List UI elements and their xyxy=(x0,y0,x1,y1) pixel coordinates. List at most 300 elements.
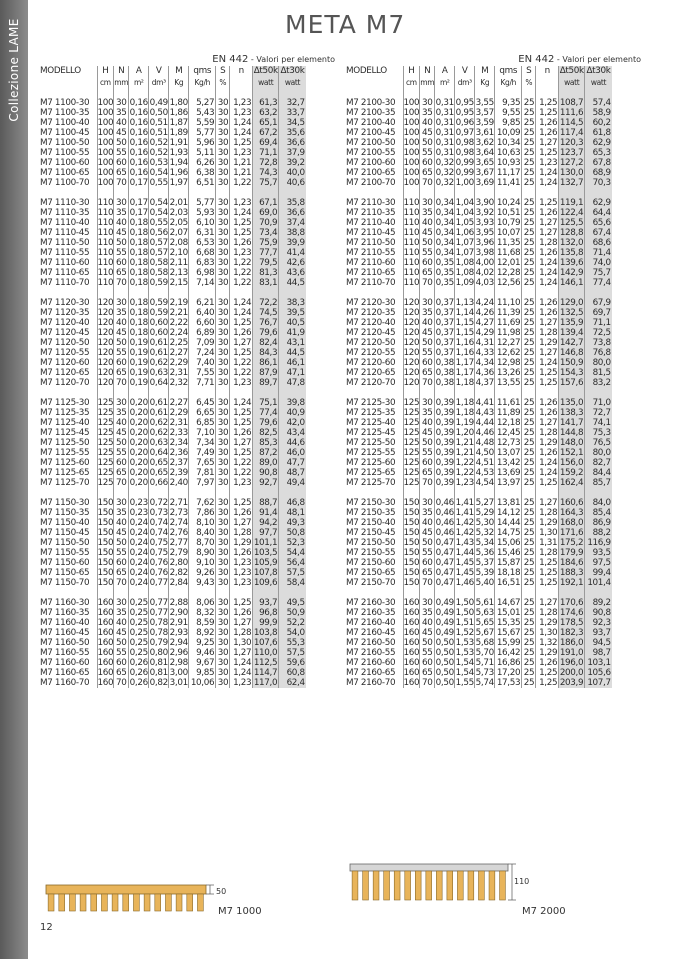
cell-volume: 0,81 xyxy=(149,658,168,668)
radiator-fin xyxy=(352,871,358,900)
table-row xyxy=(40,318,306,328)
cell-fraction: 30 xyxy=(217,398,229,408)
table-row xyxy=(346,248,612,258)
cell-model: M7 2120-70 xyxy=(346,378,396,388)
cell-fraction: 30 xyxy=(217,328,229,338)
radiator-fin xyxy=(447,871,453,900)
cell-output-dt30: 36,6 xyxy=(279,138,306,148)
cell-area: 0,18 xyxy=(129,328,148,338)
cell-height: 120 xyxy=(403,368,420,378)
cell-height: 120 xyxy=(403,358,420,368)
cell-model: M7 2160-70 xyxy=(346,678,396,688)
table-row xyxy=(346,678,612,688)
cell-volume: 0,61 xyxy=(149,408,168,418)
cell-spacing: 55 xyxy=(420,548,435,558)
cell-fraction: 30 xyxy=(217,458,229,468)
cell-area: 0,16 xyxy=(129,158,148,168)
cell-fraction: 30 xyxy=(217,298,229,308)
cell-output-dt30: 40,5 xyxy=(279,318,306,328)
cell-height: 100 xyxy=(403,98,420,108)
cell-area: 0,16 xyxy=(129,108,148,118)
cell-flow: 8,90 xyxy=(189,548,216,558)
table-row xyxy=(346,548,612,558)
cell-area: 0,35 xyxy=(435,258,454,268)
cell-height: 125 xyxy=(97,428,114,438)
cell-output-dt30: 50,8 xyxy=(279,528,306,538)
cell-spacing: 55 xyxy=(114,648,129,658)
cell-area: 0,32 xyxy=(435,178,454,188)
cell-output-dt30: 61,8 xyxy=(585,128,612,138)
table-row xyxy=(40,678,306,688)
cell-flow: 10,63 xyxy=(495,148,522,158)
cell-exponent: 1,23 xyxy=(536,158,559,168)
radiator-fin xyxy=(176,894,182,911)
cell-output-dt50: 175,2 xyxy=(559,538,584,548)
cell-model: M7 1160-50 xyxy=(40,638,90,648)
cell-spacing: 35 xyxy=(420,208,435,218)
cell-output-dt50: 178,5 xyxy=(559,618,584,628)
cell-mass: 2,08 xyxy=(169,238,188,248)
table-row xyxy=(346,558,612,568)
cell-spacing: 65 xyxy=(420,368,435,378)
cell-mass: 4,46 xyxy=(475,428,494,438)
cell-fraction: 30 xyxy=(217,558,229,568)
cell-spacing: 40 xyxy=(114,218,129,228)
cell-fraction: 25 xyxy=(523,308,535,318)
table-row xyxy=(346,348,612,358)
cell-exponent: 1,29 xyxy=(536,438,559,448)
cell-flow: 12,98 xyxy=(495,358,522,368)
cell-exponent: 1,30 xyxy=(536,528,559,538)
cell-flow: 12,28 xyxy=(495,268,522,278)
cell-volume: 1,15 xyxy=(455,318,474,328)
cell-exponent: 1,23 xyxy=(230,98,253,108)
page-number: 12 xyxy=(40,922,53,933)
cell-output-dt50: 61,3 xyxy=(253,98,279,108)
cell-volume: 1,53 xyxy=(455,648,474,658)
radiator-fin xyxy=(415,871,421,900)
cell-spacing: 70 xyxy=(420,678,435,688)
cell-height: 160 xyxy=(403,648,420,658)
cell-volume: 0,55 xyxy=(149,178,168,188)
cell-model: M7 1110-65 xyxy=(40,268,90,278)
table-row xyxy=(346,398,612,408)
cell-volume: 1,50 xyxy=(455,598,474,608)
cell-output-dt50: 142,7 xyxy=(559,338,584,348)
cell-exponent: 1,28 xyxy=(230,528,253,538)
table-row xyxy=(346,598,612,608)
cell-spacing: 45 xyxy=(420,428,435,438)
cell-height: 150 xyxy=(403,578,420,588)
cell-model: M7 1125-70 xyxy=(40,478,90,488)
cell-output-dt50: 81,3 xyxy=(253,268,279,278)
table-row xyxy=(40,328,306,338)
cell-output-dt30: 73,8 xyxy=(585,338,612,348)
cell-fraction: 25 xyxy=(523,218,535,228)
cell-model: M7 1150-55 xyxy=(40,548,90,558)
cell-area: 0,19 xyxy=(129,348,148,358)
cell-output-dt50: 107,6 xyxy=(253,638,278,648)
cell-volume: 0,98 xyxy=(455,148,474,158)
cell-volume: 0,66 xyxy=(149,478,168,488)
cell-output-dt30: 39,2 xyxy=(279,158,306,168)
cell-model: M7 2100-40 xyxy=(346,118,396,128)
cell-fraction: 30 xyxy=(217,318,229,328)
radiator-fin xyxy=(91,894,97,911)
cell-spacing: 60 xyxy=(420,158,435,168)
cell-flow: 6,31 xyxy=(189,228,216,238)
cell-mass: 2,94 xyxy=(169,638,188,648)
cell-output-dt30: 56,4 xyxy=(279,558,306,568)
cell-spacing: 65 xyxy=(420,268,435,278)
table-row xyxy=(346,258,612,268)
cell-output-dt50: 85,3 xyxy=(253,438,279,448)
cell-area: 0,31 xyxy=(435,148,454,158)
cell-mass: 4,36 xyxy=(475,368,494,378)
column-header-spacing: N xyxy=(420,66,435,77)
cell-flow: 8,59 xyxy=(189,618,216,628)
cell-mass: 4,51 xyxy=(475,458,494,468)
cell-model: M7 1110-55 xyxy=(40,248,90,258)
cell-spacing: 65 xyxy=(420,568,435,578)
cell-output-dt30: 84,0 xyxy=(585,498,612,508)
cell-exponent: 1,25 xyxy=(536,678,559,688)
cell-flow: 9,10 xyxy=(189,558,216,568)
cell-fraction: 30 xyxy=(217,598,229,608)
cell-area: 0,47 xyxy=(435,548,454,558)
cell-fraction: 25 xyxy=(523,438,535,448)
table-row xyxy=(40,638,306,648)
cell-area: 0,35 xyxy=(435,278,454,288)
column-header-height: H xyxy=(403,66,420,77)
cell-spacing: 60 xyxy=(114,558,129,568)
cell-output-dt50: 89,0 xyxy=(253,458,279,468)
cell-output-dt50: 191,0 xyxy=(559,648,584,658)
cell-mass: 3,92 xyxy=(475,208,494,218)
cell-output-dt50: 74,3 xyxy=(253,168,279,178)
cell-height: 160 xyxy=(403,658,420,668)
cell-model: M7 1120-60 xyxy=(40,358,90,368)
cell-volume: 1,44 xyxy=(455,548,474,558)
cell-output-dt50: 130,0 xyxy=(559,168,584,178)
cell-fraction: 30 xyxy=(217,98,229,108)
cell-output-dt50: 150,9 xyxy=(559,358,584,368)
cell-mass: 2,98 xyxy=(169,658,188,668)
cell-mass: 2,27 xyxy=(169,348,188,358)
cell-height: 110 xyxy=(403,208,420,218)
cell-exponent: 1,23 xyxy=(230,108,253,118)
cell-output-dt30: 84,4 xyxy=(585,468,612,478)
cell-mass: 4,34 xyxy=(475,358,494,368)
cell-output-dt30: 40,0 xyxy=(279,168,306,178)
cell-height: 120 xyxy=(403,298,420,308)
cell-spacing: 50 xyxy=(420,138,435,148)
cell-output-dt50: 73,4 xyxy=(253,228,279,238)
table-row xyxy=(40,358,306,368)
standard-note xyxy=(212,54,335,65)
radiator-fin xyxy=(384,871,390,900)
cell-volume: 0,54 xyxy=(149,208,168,218)
cell-fraction: 30 xyxy=(217,268,229,278)
cell-area: 0,39 xyxy=(435,418,454,428)
cell-exponent: 1,22 xyxy=(230,358,253,368)
cell-spacing: 30 xyxy=(420,298,435,308)
table-row xyxy=(40,178,306,188)
cell-model: M7 1100-40 xyxy=(40,118,90,128)
cell-fraction: 25 xyxy=(523,668,535,678)
cell-mass: 2,31 xyxy=(169,368,188,378)
cell-spacing: 45 xyxy=(420,528,435,538)
cell-model: M7 2110-55 xyxy=(346,248,396,258)
cell-mass: 5,34 xyxy=(475,538,494,548)
cell-output-dt30: 72,7 xyxy=(585,408,612,418)
cell-fraction: 25 xyxy=(523,158,535,168)
cell-fraction: 30 xyxy=(217,648,229,658)
cell-exponent: 1,28 xyxy=(230,628,253,638)
cell-volume: 0,65 xyxy=(149,468,168,478)
cell-height: 110 xyxy=(97,228,114,238)
cell-area: 0,50 xyxy=(435,678,454,688)
table-row xyxy=(346,638,612,648)
cell-fraction: 30 xyxy=(217,168,229,178)
cell-exponent: 1,24 xyxy=(536,458,559,468)
cell-volume: 0,97 xyxy=(455,128,474,138)
cell-volume: 0,59 xyxy=(149,278,168,288)
cell-output-dt50: 93,7 xyxy=(253,598,279,608)
cell-flow: 11,68 xyxy=(495,248,522,258)
cell-flow: 6,89 xyxy=(189,328,216,338)
cell-volume: 1,50 xyxy=(455,608,474,618)
table-row xyxy=(346,538,612,548)
cell-height: 150 xyxy=(97,508,114,518)
cell-spacing: 60 xyxy=(114,358,129,368)
cell-height: 100 xyxy=(97,168,114,178)
cell-volume: 0,81 xyxy=(149,668,168,678)
cell-exponent: 1,28 xyxy=(536,508,559,518)
cell-fraction: 25 xyxy=(523,178,535,188)
cell-output-dt30: 80,0 xyxy=(585,358,612,368)
cell-exponent: 1,27 xyxy=(536,318,559,328)
cell-spacing: 60 xyxy=(420,258,435,268)
cell-exponent: 1,21 xyxy=(230,158,253,168)
cell-spacing: 40 xyxy=(114,518,129,528)
cell-spacing: 45 xyxy=(114,528,129,538)
cell-model: M7 2160-40 xyxy=(346,618,396,628)
cell-flow: 15,35 xyxy=(495,618,522,628)
cell-spacing: 40 xyxy=(420,118,435,128)
cell-model: M7 2120-45 xyxy=(346,328,396,338)
cell-flow: 11,39 xyxy=(495,308,522,318)
cell-fraction: 30 xyxy=(217,408,229,418)
cell-mass: 3,65 xyxy=(475,158,494,168)
cell-model: M7 1150-30 xyxy=(40,498,90,508)
cell-spacing: 65 xyxy=(420,468,435,478)
sidebar-strip xyxy=(0,0,28,959)
table-row xyxy=(346,418,612,428)
cell-output-dt50: 129,0 xyxy=(559,298,584,308)
cell-fraction: 30 xyxy=(217,478,229,488)
cell-spacing: 65 xyxy=(420,168,435,178)
cell-area: 0,34 xyxy=(435,198,454,208)
cell-exponent: 1,25 xyxy=(536,108,559,118)
cell-spacing: 55 xyxy=(420,148,435,158)
cell-flow: 5,27 xyxy=(189,98,216,108)
cell-exponent: 1,27 xyxy=(230,438,253,448)
cell-exponent: 1,25 xyxy=(230,498,253,508)
cell-mass: 4,50 xyxy=(475,448,494,458)
cell-output-dt50: 67,2 xyxy=(253,128,279,138)
cell-volume: 0,56 xyxy=(149,228,168,238)
cell-flow: 10,51 xyxy=(495,208,522,218)
cell-fraction: 25 xyxy=(523,678,535,688)
cell-volume: 1,04 xyxy=(455,208,474,218)
cell-flow: 9,43 xyxy=(189,578,216,588)
cell-model: M7 2110-50 xyxy=(346,238,396,248)
cell-height: 110 xyxy=(403,258,420,268)
cell-area: 0,25 xyxy=(129,608,148,618)
cell-output-dt50: 77,4 xyxy=(253,408,279,418)
radiator-fin xyxy=(489,871,495,900)
cell-output-dt50: 188,3 xyxy=(559,568,584,578)
cell-flow: 6,65 xyxy=(189,408,216,418)
cell-output-dt30: 105,6 xyxy=(585,668,612,678)
cell-volume: 1,46 xyxy=(455,578,474,588)
cell-output-dt50: 160,6 xyxy=(559,498,584,508)
cell-mass: 2,91 xyxy=(169,618,188,628)
cell-exponent: 1,22 xyxy=(230,178,253,188)
cell-flow: 7,40 xyxy=(189,358,216,368)
cell-exponent: 1,28 xyxy=(536,238,559,248)
column-header-flow: qms xyxy=(495,66,522,77)
cell-output-dt50: 65,1 xyxy=(253,118,279,128)
cell-exponent: 1,26 xyxy=(230,328,253,338)
cell-fraction: 25 xyxy=(523,198,535,208)
cell-spacing: 55 xyxy=(420,448,435,458)
standard-note-text: - Valori per elemento xyxy=(554,55,641,64)
cell-exponent: 1,24 xyxy=(536,358,559,368)
table-row xyxy=(346,628,612,638)
cell-output-dt50: 139,6 xyxy=(559,258,584,268)
cell-output-dt30: 85,4 xyxy=(585,508,612,518)
cell-height: 160 xyxy=(97,668,114,678)
cell-height: 125 xyxy=(403,428,420,438)
cell-output-dt50: 148,0 xyxy=(559,438,584,448)
cell-height: 100 xyxy=(97,118,114,128)
cell-mass: 3,67 xyxy=(475,168,494,178)
cell-spacing: 65 xyxy=(420,668,435,678)
cell-area: 0,32 xyxy=(435,158,454,168)
cell-spacing: 60 xyxy=(420,658,435,668)
cell-area: 0,18 xyxy=(129,318,148,328)
radiator-fin xyxy=(405,871,411,900)
cell-model: M7 1120-35 xyxy=(40,308,90,318)
table-row xyxy=(40,308,306,318)
cell-area: 0,20 xyxy=(129,418,148,428)
cell-spacing: 35 xyxy=(114,308,129,318)
cell-mass: 3,95 xyxy=(475,228,494,238)
table-row xyxy=(40,428,306,438)
cell-height: 110 xyxy=(403,268,420,278)
cell-output-dt30: 52,2 xyxy=(279,618,306,628)
column-unit-volume: dm³ xyxy=(149,77,169,88)
cell-area: 0,37 xyxy=(435,338,454,348)
cell-spacing: 50 xyxy=(420,438,435,448)
cell-mass: 5,29 xyxy=(475,508,494,518)
cell-volume: 0,80 xyxy=(149,648,168,658)
table-row xyxy=(40,448,306,458)
cell-mass: 3,61 xyxy=(475,128,494,138)
cell-spacing: 30 xyxy=(114,598,129,608)
cell-exponent: 1,24 xyxy=(230,118,253,128)
cell-output-dt30: 44,5 xyxy=(279,348,306,358)
cell-output-dt30: 43,4 xyxy=(279,428,306,438)
cell-exponent: 1,27 xyxy=(230,518,253,528)
cell-volume: 1,09 xyxy=(455,278,474,288)
cell-flow: 8,10 xyxy=(189,518,216,528)
cell-flow: 11,10 xyxy=(495,298,522,308)
cell-area: 0,38 xyxy=(435,358,454,368)
column-unit-output-dt50: watt xyxy=(559,77,585,88)
cell-model: M7 2120-40 xyxy=(346,318,396,328)
cell-spacing: 30 xyxy=(114,298,129,308)
cell-fraction: 30 xyxy=(217,238,229,248)
table-row xyxy=(40,378,306,388)
cell-output-dt50: 72,8 xyxy=(253,158,279,168)
table-row xyxy=(40,108,306,118)
cell-model: M7 1120-30 xyxy=(40,298,90,308)
cell-flow: 5,77 xyxy=(189,198,216,208)
table-row xyxy=(346,618,612,628)
cell-output-dt50: 107,8 xyxy=(253,568,278,578)
cell-volume: 0,65 xyxy=(149,458,168,468)
cell-area: 0,49 xyxy=(435,608,454,618)
group-spacer xyxy=(40,588,306,598)
cell-volume: 0,72 xyxy=(149,498,168,508)
cell-mass: 2,01 xyxy=(169,198,188,208)
cell-mass: 4,37 xyxy=(475,378,494,388)
cell-height: 120 xyxy=(97,378,114,388)
table-row xyxy=(346,478,612,488)
cell-height: 100 xyxy=(403,178,420,188)
cell-exponent: 1,29 xyxy=(536,338,559,348)
cell-height: 150 xyxy=(97,548,114,558)
cell-exponent: 1,24 xyxy=(230,658,253,668)
fin-row xyxy=(48,894,203,911)
cell-output-dt30: 57,5 xyxy=(279,568,306,578)
cell-volume: 1,45 xyxy=(455,558,474,568)
column-unit-output-dt30: watt xyxy=(585,77,612,88)
cell-output-dt30: 74,1 xyxy=(585,418,612,428)
cell-fraction: 30 xyxy=(217,228,229,238)
cell-output-dt30: 35,8 xyxy=(279,198,306,208)
cell-model: M7 2125-40 xyxy=(346,418,396,428)
cell-output-dt50: 74,5 xyxy=(253,308,279,318)
cell-height: 110 xyxy=(403,218,420,228)
cell-volume: 0,62 xyxy=(149,428,168,438)
cell-flow: 16,51 xyxy=(495,578,522,588)
cell-fraction: 30 xyxy=(217,448,229,458)
cell-volume: 0,74 xyxy=(149,528,168,538)
cell-exponent: 1,25 xyxy=(230,138,253,148)
cell-volume: 0,51 xyxy=(149,128,168,138)
cell-output-dt50: 184,6 xyxy=(559,558,584,568)
cell-output-dt50: 146,8 xyxy=(559,348,584,358)
header-bar xyxy=(46,885,206,894)
cell-flow: 13,55 xyxy=(495,378,522,388)
cell-output-dt30: 103,1 xyxy=(585,658,612,668)
cell-area: 0,23 xyxy=(129,508,148,518)
cell-exponent: 1,28 xyxy=(536,548,559,558)
